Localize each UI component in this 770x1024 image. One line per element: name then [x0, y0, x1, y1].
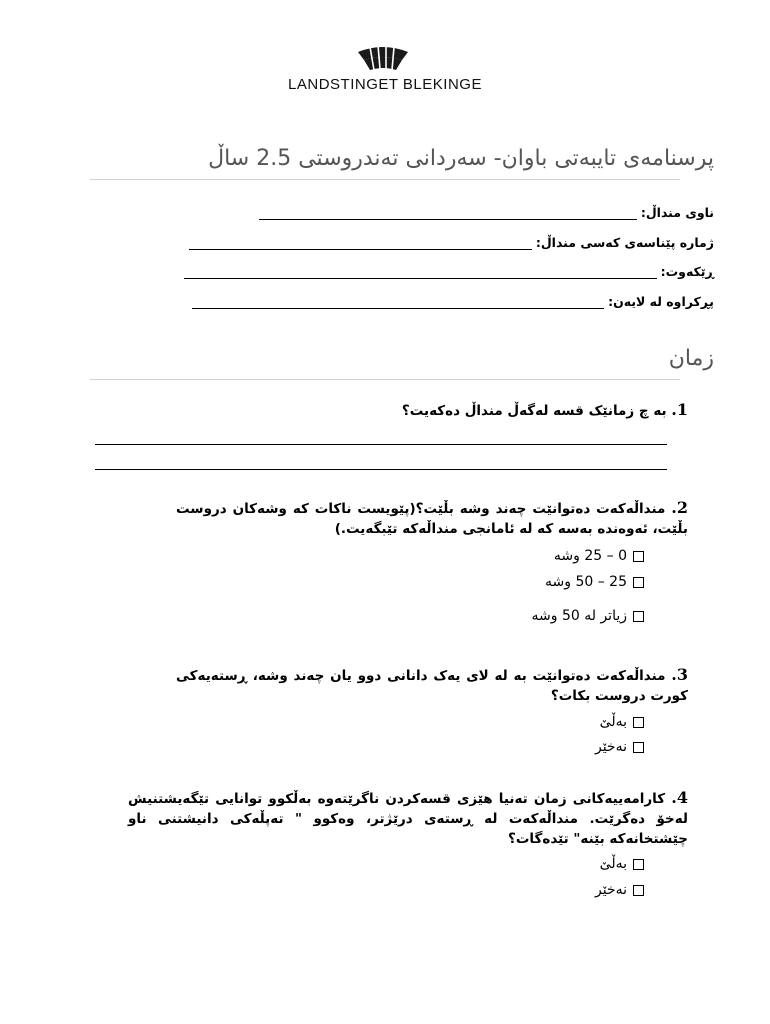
child-id-label: ژمارە پێناسەی کەسی منداڵ: — [535, 235, 714, 250]
landstinget-logo-icon — [356, 44, 410, 72]
child-name-field[interactable] — [259, 205, 714, 220]
option-label: بەڵێ — [599, 714, 627, 730]
question-4-number: 4. — [671, 788, 688, 807]
question-1-answer-line-2[interactable] — [95, 469, 667, 470]
organization-name: LANDSTINGET BLEKINGE — [288, 76, 482, 93]
question-3-number: 3. — [671, 665, 688, 684]
question-1-text: بە چ زمانێک قسە لەگەڵ منداڵ دەکەیت؟ — [401, 403, 667, 419]
child-name-line[interactable] — [259, 205, 637, 220]
option-label: زیاتر لە 50 وشە — [531, 608, 627, 624]
filled-by-field[interactable] — [192, 294, 714, 309]
option-label: نەخێر — [594, 739, 627, 755]
question-3-text: منداڵەکەت دەتوانێت بە لە لای یەک دانانی دوو یان چەند وشە، ڕستەیەکی کورت دروست بکات؟ — [176, 668, 688, 704]
option-label: بەڵێ — [599, 856, 627, 872]
checkbox[interactable] — [633, 859, 644, 870]
date-line[interactable] — [184, 264, 657, 279]
child-id-line[interactable] — [189, 235, 532, 250]
question-2 — [176, 498, 688, 539]
checkbox[interactable] — [633, 717, 644, 728]
question-1 — [128, 400, 688, 421]
question-2-text: منداڵەکەت دەتوانێت چەند وشە بڵێت؟(پێویست ناکات کە وشەکان دروست بڵێت، ئەوەندە بەسە کە لە ئامانجی منداڵەکە تێبگەیت.) — [176, 501, 688, 537]
checkbox[interactable] — [633, 885, 644, 896]
child-name-label: ناوی منداڵ: — [640, 205, 714, 220]
option-label: 0 – 25 وشە — [553, 548, 627, 564]
question-4-text: کارامەییەکانی زمان تەنیا هێزی قسەکردن ناگرێتەوە بەڵکوو توانایی تێگەیشتنیش لەخۆ دەگرێت. منداڵەکەت لە ڕستەی درێژتر، وەکوو " تەپڵەکی دانیشتنی ناو چێشتخانەکە بێنە" تێدەگات؟ — [128, 791, 688, 847]
checkbox[interactable] — [633, 551, 644, 562]
question-2-option-1[interactable] — [554, 548, 644, 564]
document-title: پرسنامەی تایبەتی باوان- سەردانی تەندروستی 2.5 ساڵ — [208, 146, 714, 171]
question-4 — [128, 788, 688, 849]
question-2-number: 2. — [671, 498, 688, 517]
option-label: نەخێر — [594, 882, 627, 898]
question-3 — [176, 665, 688, 706]
checkbox[interactable] — [633, 577, 644, 588]
date-label: ڕێکەوت: — [660, 264, 714, 279]
question-4-option-yes[interactable] — [600, 856, 644, 872]
checkbox[interactable] — [633, 611, 644, 622]
question-1-answer-line-1[interactable] — [95, 444, 667, 445]
date-field[interactable] — [184, 264, 714, 279]
filled-by-line[interactable] — [192, 294, 604, 309]
question-2-option-2[interactable] — [545, 574, 644, 590]
section-title-language: زمان — [668, 346, 714, 371]
option-label: 25 – 50 وشە — [544, 574, 627, 590]
question-2-option-3[interactable] — [532, 608, 645, 624]
question-3-option-yes[interactable] — [600, 714, 644, 730]
child-id-field[interactable] — [189, 235, 714, 250]
question-4-option-no[interactable] — [595, 882, 644, 898]
title-divider — [90, 179, 680, 180]
question-3-option-no[interactable] — [595, 739, 644, 755]
checkbox[interactable] — [633, 742, 644, 753]
question-1-number: 1. — [671, 400, 688, 419]
filled-by-label: پڕکراوە لە لایەن: — [608, 294, 714, 309]
section-divider — [90, 379, 680, 380]
